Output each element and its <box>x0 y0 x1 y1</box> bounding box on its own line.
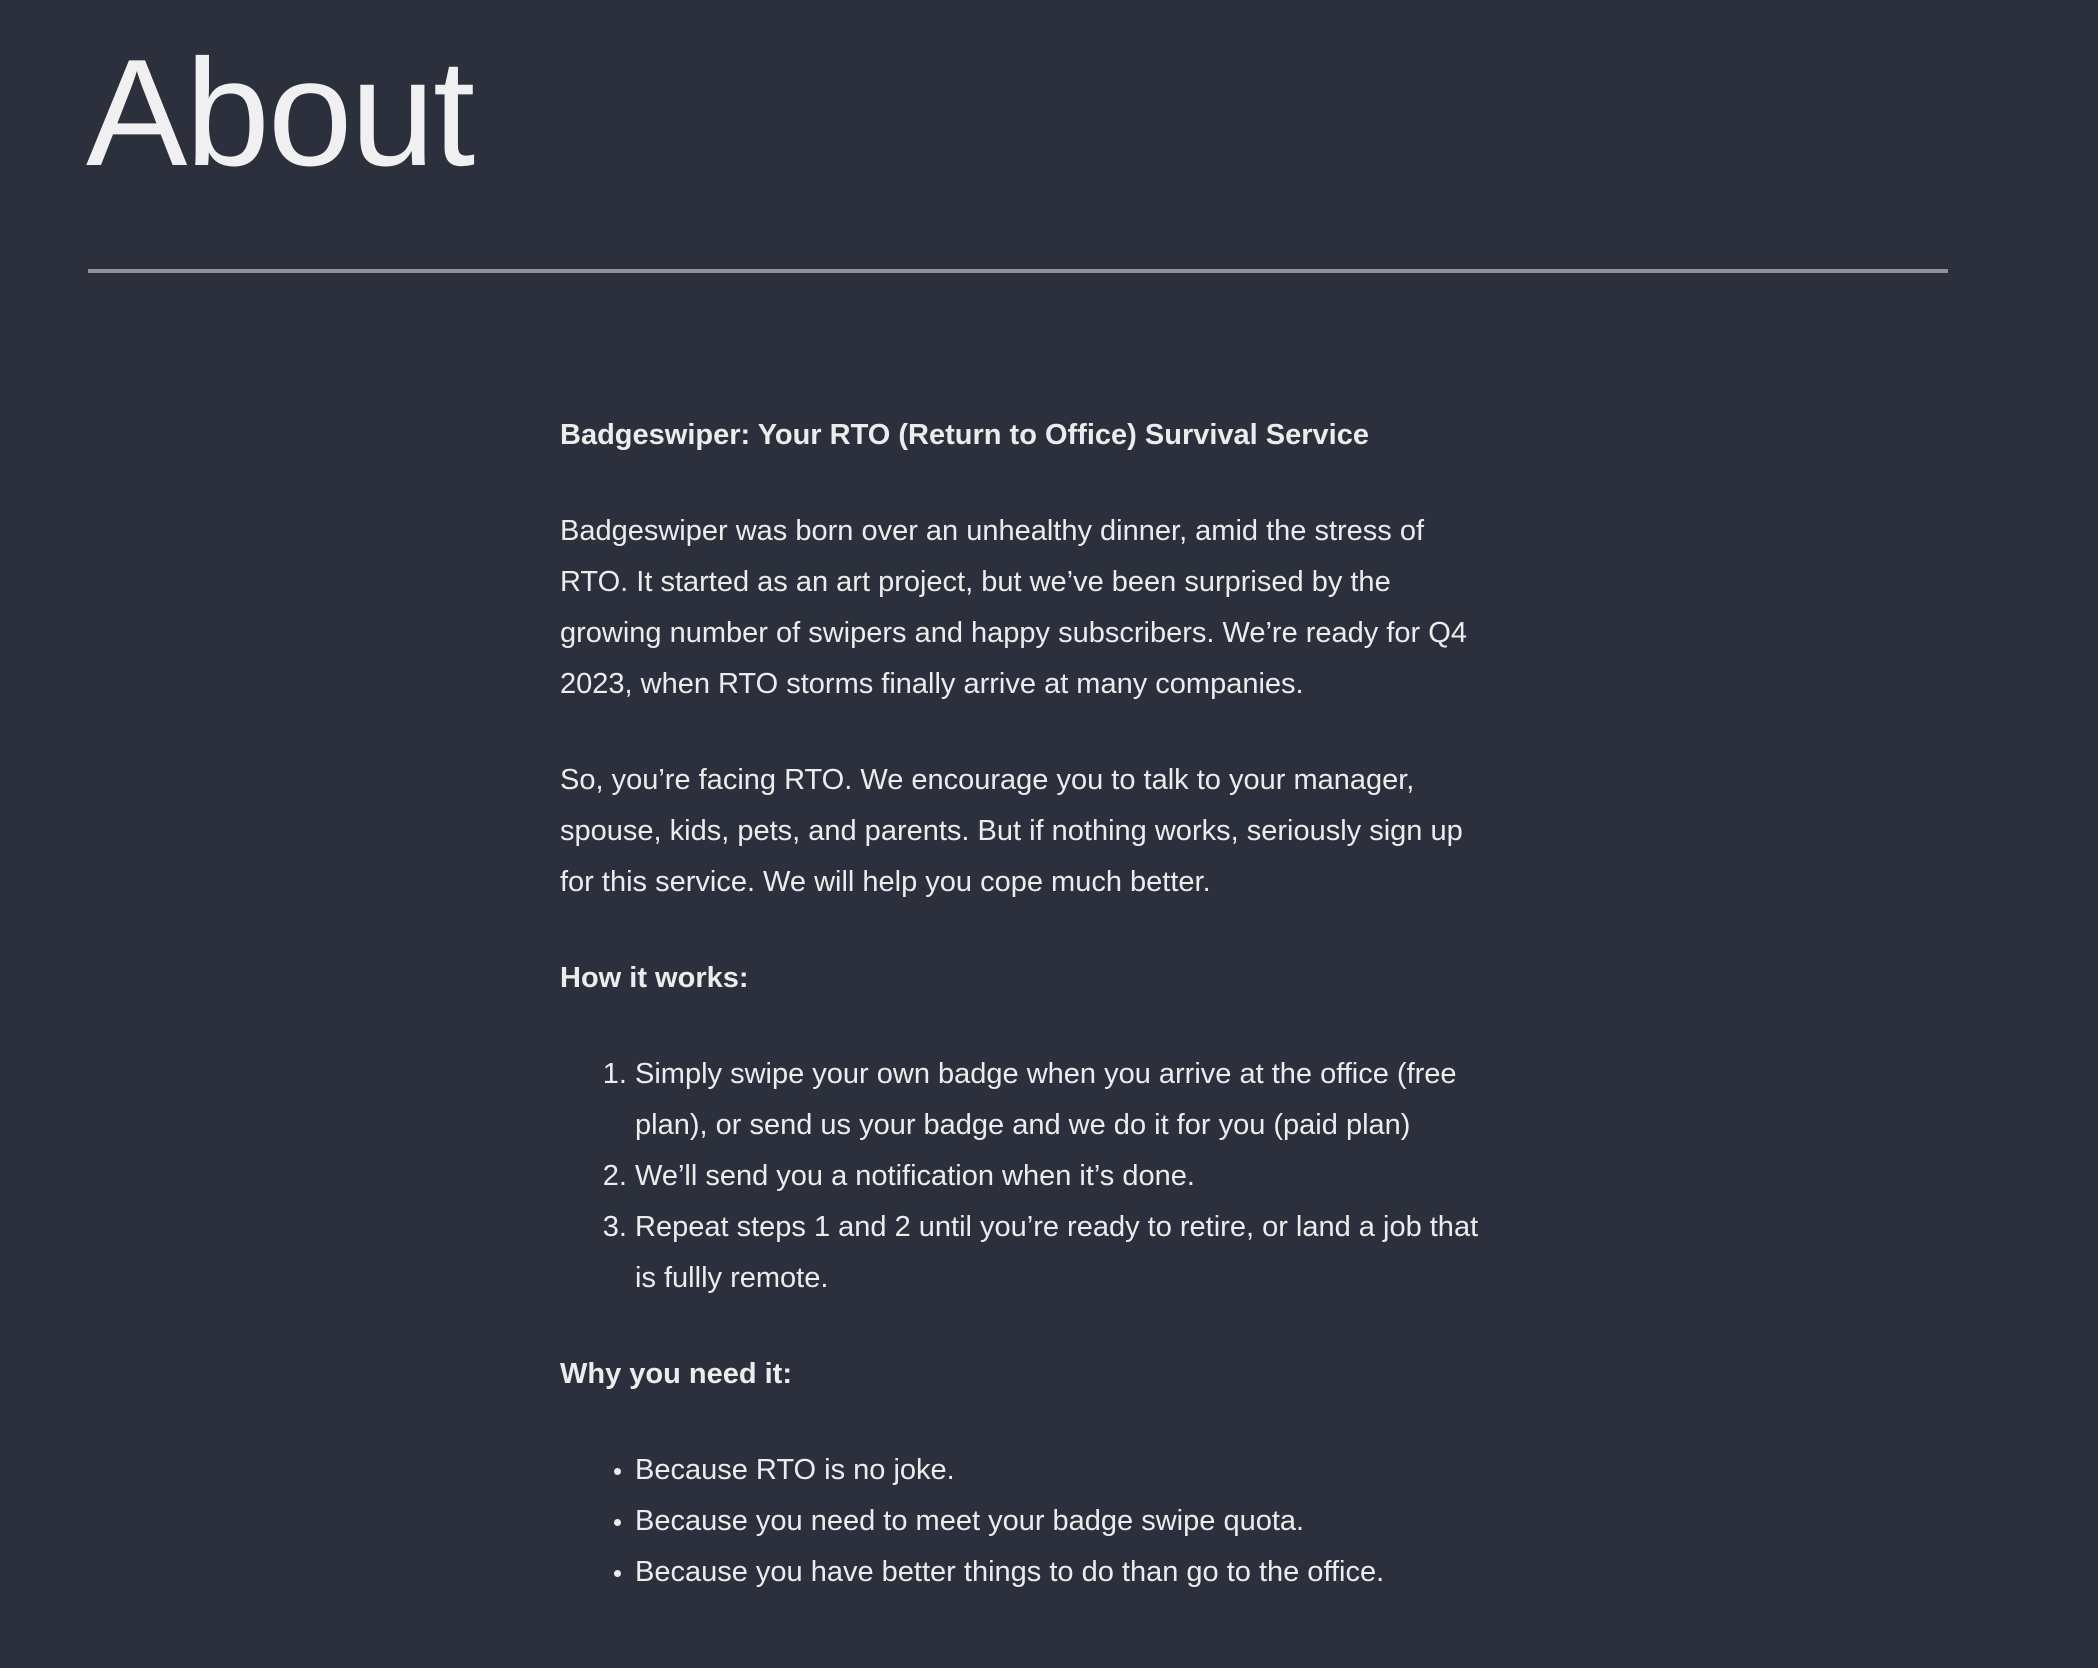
list-item: • Because you need to meet your badge swipe quota. <box>635 1496 1480 1547</box>
title-divider <box>88 269 1948 273</box>
rto-paragraph: So, you’re facing RTO. We encourage you to talk to your manager, spouse, kids, pets, and parents. But if nothing works, seriously sign up for this service. We will help you cope much better. <box>560 764 1463 898</box>
intro-paragraph: Badgeswiper was born over an unhealthy dinner, amid the stress of RTO. It started as an art project, but we’ve been surprised by the growing number of swipers and happy subscribers. We’re ready for Q4 2023, when RTO storms finally arrive at many companies. <box>560 515 1467 700</box>
how-it-works-heading: How it works: <box>560 962 749 994</box>
article-heading: Badgeswiper: Your RTO (Return to Office) Survival Service <box>560 419 1369 451</box>
list-item: 1. Simply swipe your own badge when you arrive at the office (free plan), or send us your badge and we do it for you (paid plan) <box>635 1049 1480 1151</box>
how-it-works-list <box>560 1049 1480 1304</box>
list-item: 3. Repeat steps 1 and 2 until you’re ready to retire, or land a job that is fullly remote. <box>635 1202 1480 1304</box>
why-you-need-it-list <box>560 1445 1480 1598</box>
list-item: • Because you have better things to do than go to the office. <box>635 1547 1480 1598</box>
article-content <box>560 410 1480 1643</box>
why-you-need-it-heading: Why you need it: <box>560 1358 792 1390</box>
page-title: About <box>86 28 474 198</box>
list-item: • Because RTO is no joke. <box>635 1445 1480 1496</box>
list-item: 2. We’ll send you a notification when it’s done. <box>635 1151 1480 1202</box>
